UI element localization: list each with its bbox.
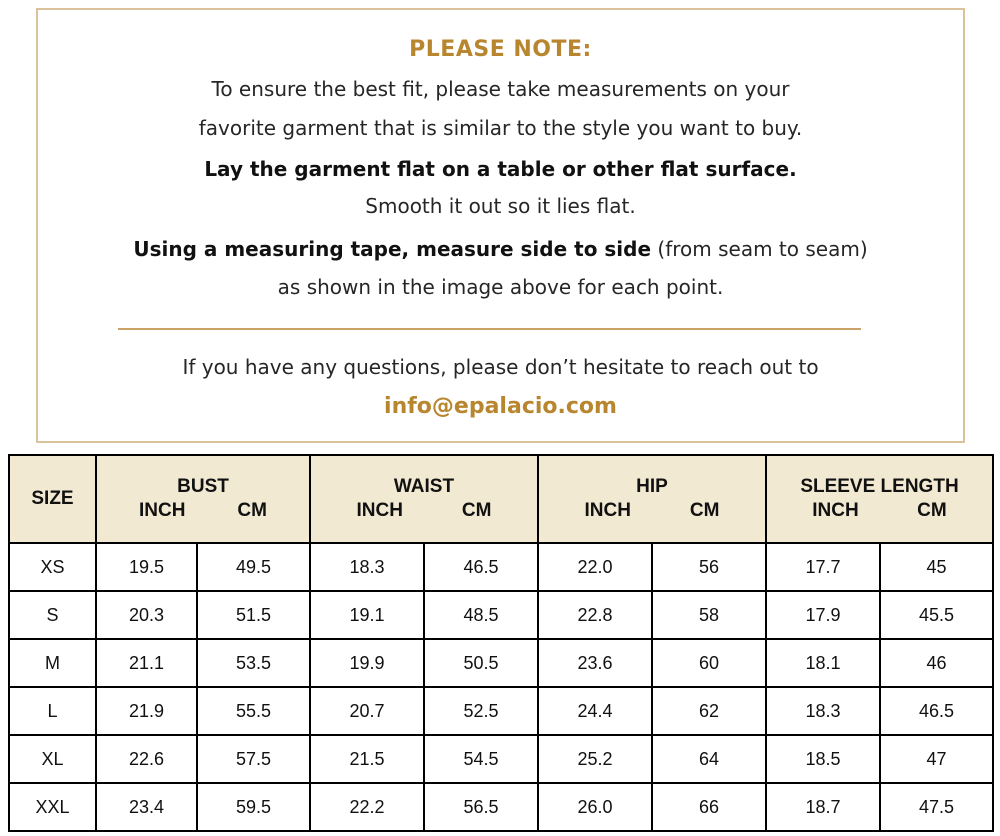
bust-inch-cell: 21.1	[96, 639, 197, 687]
bust-inch-cell: 20.3	[96, 591, 197, 639]
hip-inch-cell: 22.8	[538, 591, 652, 639]
size-header: SIZE	[9, 455, 96, 543]
waist-header	[310, 455, 538, 543]
sleeve-inch-cell: 17.9	[766, 591, 880, 639]
size-cell: XS	[9, 543, 96, 591]
sleeve-cm-label: CM	[917, 500, 947, 521]
waist-inch-cell: 21.5	[310, 735, 424, 783]
bust-inch-cell: 19.5	[96, 543, 197, 591]
waist-inch-label: INCH	[356, 500, 403, 521]
sleeve-length-title: SLEEVE LENGTH	[800, 476, 959, 497]
note-line-6: as shown in the image above for each point.	[277, 275, 724, 299]
waist-cm-cell: 50.5	[424, 639, 538, 687]
table-row	[9, 687, 993, 735]
sleeve-inch-cell: 18.3	[766, 687, 880, 735]
hip-inch-cell: 23.6	[538, 639, 652, 687]
waist-cm-cell: 54.5	[424, 735, 538, 783]
note-line-2: favorite garment that is similar to the style you want to buy.	[198, 116, 803, 140]
note-line-5	[38, 237, 963, 261]
bust-cm-cell: 49.5	[197, 543, 310, 591]
hip-inch-cell: 22.0	[538, 543, 652, 591]
table-row	[9, 591, 993, 639]
note-line-4: Smooth it out so it lies flat.	[365, 194, 636, 218]
waist-inch-cell: 22.2	[310, 783, 424, 831]
sleeve-inch-cell: 18.7	[766, 783, 880, 831]
bust-inch-cell: 21.9	[96, 687, 197, 735]
bust-cm-cell: 53.5	[197, 639, 310, 687]
hip-cm-cell: 56	[652, 543, 766, 591]
waist-cm-cell: 52.5	[424, 687, 538, 735]
bust-header	[96, 455, 310, 543]
sleeve-cm-cell: 47.5	[880, 783, 993, 831]
note-line-5-rest: (from seam to seam)	[651, 237, 868, 261]
waist-title: WAIST	[393, 476, 455, 497]
waist-inch-cell: 18.3	[310, 543, 424, 591]
contact-email-link[interactable]: info@epalacio.com	[384, 394, 617, 419]
sleeve-cm-cell: 46	[880, 639, 993, 687]
note-line-5-bold: Using a measuring tape, measure side to side	[133, 237, 652, 261]
note-line-3: Lay the garment flat on a table or other flat surface.	[204, 157, 797, 181]
waist-cm-label: CM	[461, 500, 492, 521]
hip-cm-cell: 58	[652, 591, 766, 639]
sleeve-cm-cell: 45	[880, 543, 993, 591]
bust-inch-cell: 23.4	[96, 783, 197, 831]
waist-cm-cell: 56.5	[424, 783, 538, 831]
sleeve-inch-cell: 17.7	[766, 543, 880, 591]
table-row	[9, 735, 993, 783]
hip-cm-cell: 60	[652, 639, 766, 687]
note-line-1: To ensure the best fit, please take measurements on your	[211, 77, 790, 101]
waist-inch-cell: 19.1	[310, 591, 424, 639]
size-cell: S	[9, 591, 96, 639]
hip-cm-cell: 66	[652, 783, 766, 831]
sleeve-cm-cell: 47	[880, 735, 993, 783]
size-cell: M	[9, 639, 96, 687]
sleeve-cm-cell: 46.5	[880, 687, 993, 735]
waist-cm-cell: 48.5	[424, 591, 538, 639]
table-row	[9, 639, 993, 687]
sleeve-inch-label: INCH	[812, 500, 859, 521]
waist-inch-cell: 20.7	[310, 687, 424, 735]
sleeve-inch-cell: 18.5	[766, 735, 880, 783]
bust-inch-label: INCH	[138, 500, 186, 521]
table-row	[9, 543, 993, 591]
hip-cm-label: CM	[689, 500, 720, 521]
note-line-7: If you have any questions, please don’t hesitate to reach out to	[182, 355, 819, 379]
bust-cm-cell: 51.5	[197, 591, 310, 639]
bust-cm-cell: 57.5	[197, 735, 310, 783]
hip-header	[538, 455, 766, 543]
hip-title: HIP	[636, 476, 668, 497]
size-chart-table	[8, 454, 994, 832]
size-cell: L	[9, 687, 96, 735]
size-cell: XL	[9, 735, 96, 783]
bust-title: BUST	[177, 476, 229, 497]
bust-cm-cell: 55.5	[197, 687, 310, 735]
size-cell: XXL	[9, 783, 96, 831]
note-divider	[118, 328, 861, 330]
bust-inch-cell: 22.6	[96, 735, 197, 783]
bust-cm-label: CM	[237, 500, 267, 521]
hip-inch-cell: 24.4	[538, 687, 652, 735]
table-row	[9, 783, 993, 831]
sleeve-inch-cell: 18.1	[766, 639, 880, 687]
note-title: PLEASE NOTE:	[409, 37, 592, 62]
hip-cm-cell: 64	[652, 735, 766, 783]
waist-inch-cell: 19.9	[310, 639, 424, 687]
hip-inch-label: INCH	[584, 500, 631, 521]
hip-inch-cell: 26.0	[538, 783, 652, 831]
sleeve-cm-cell: 45.5	[880, 591, 993, 639]
hip-cm-cell: 62	[652, 687, 766, 735]
sleeve-length-header	[766, 455, 993, 543]
bust-cm-cell: 59.5	[197, 783, 310, 831]
waist-cm-cell: 46.5	[424, 543, 538, 591]
hip-inch-cell: 25.2	[538, 735, 652, 783]
table-header-row	[9, 455, 993, 543]
please-note-box	[36, 8, 965, 443]
